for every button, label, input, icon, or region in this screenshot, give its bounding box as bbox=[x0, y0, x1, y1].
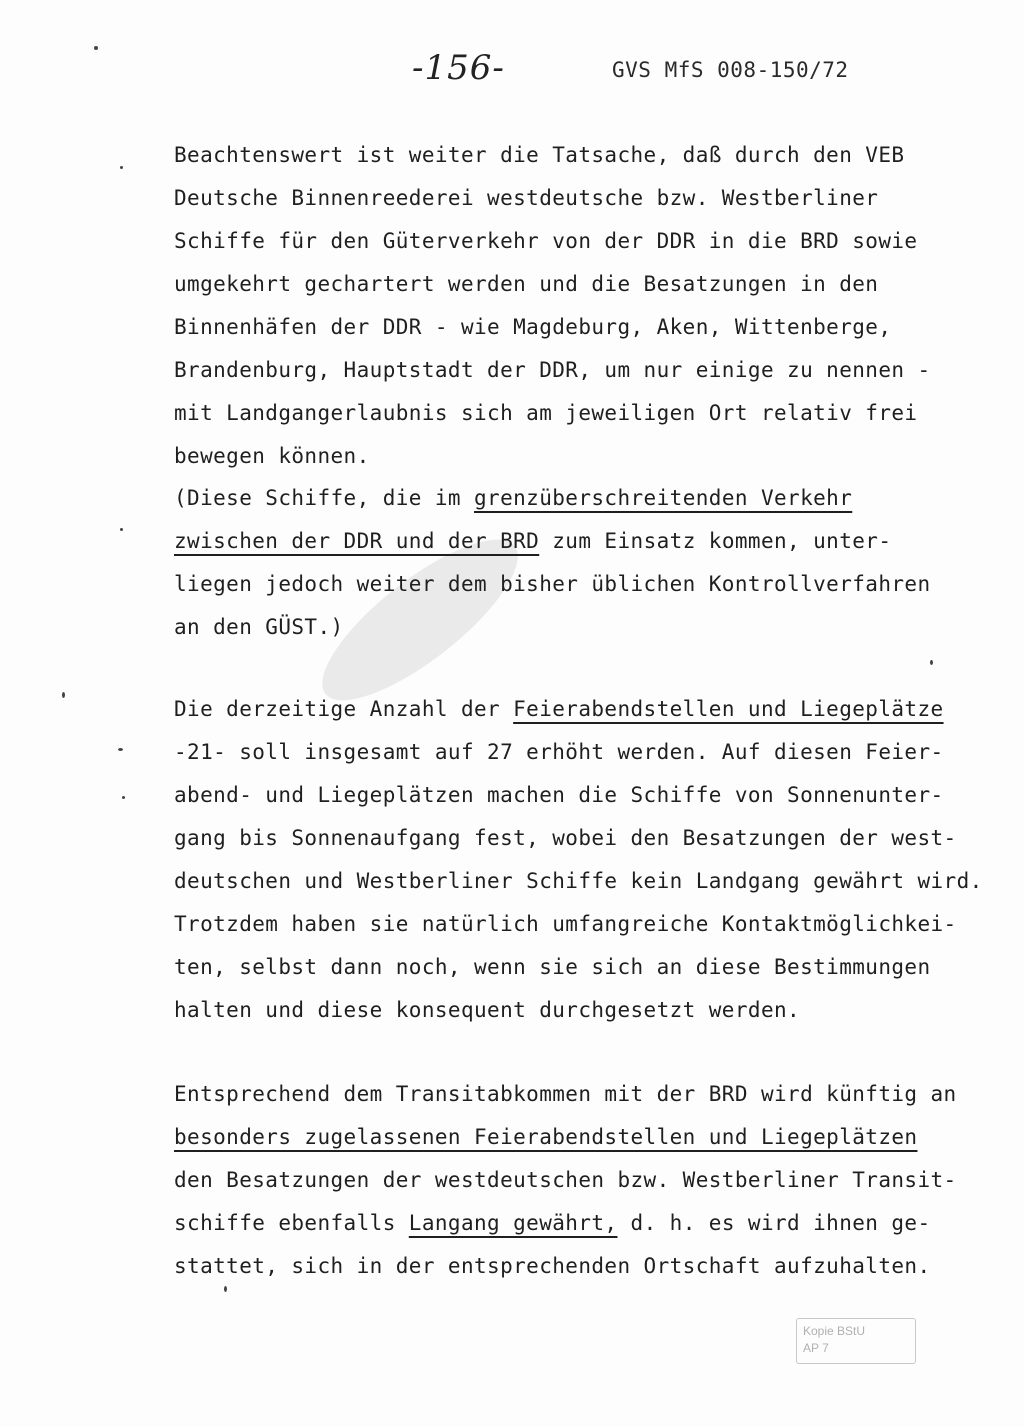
text-line: Binnenhäfen der DDR - wie Magdeburg, Aken, Wittenberge, bbox=[174, 315, 892, 339]
text-line: mit Landgangerlaubnis sich am jeweiligen Ort relativ frei bbox=[174, 401, 918, 425]
page-number: -156- bbox=[412, 48, 505, 88]
underlined-phrase: zwischen der DDR und der BRD bbox=[174, 529, 540, 553]
stamp-line: Kopie BStU bbox=[803, 1324, 866, 1338]
scan-speck bbox=[122, 796, 125, 799]
text-line: stattet, sich in der entsprechenden Ortschaft aufzuhalten. bbox=[174, 1254, 931, 1278]
text-line: umgekehrt gechartert werden und die Besatzungen in den bbox=[174, 272, 879, 296]
paragraph-4 bbox=[174, 1073, 957, 1288]
text-line bbox=[174, 1116, 954, 1159]
paragraph-2 bbox=[174, 477, 954, 649]
underlined-phrase: Feierabendstellen und Liegeplätze bbox=[513, 697, 944, 721]
text-line: bewegen können. bbox=[174, 444, 370, 468]
text-line: -21- soll insgesamt auf 27 erhöht werden. Auf diesen Feier- bbox=[174, 740, 944, 764]
text-line: abend- und Liegeplätzen machen die Schiffe von Sonnenunter- bbox=[174, 783, 944, 807]
text-line: an den GÜST.) bbox=[174, 615, 344, 639]
text-line: ten, selbst dann noch, wenn sie sich an diese Bestimmungen bbox=[174, 955, 931, 979]
scan-speck bbox=[930, 660, 933, 665]
text-line bbox=[174, 520, 954, 563]
text-line: Deutsche Binnenreederei westdeutsche bzw. Westberliner bbox=[174, 186, 879, 210]
text-line: Trotzdem haben sie natürlich umfangreiche Kontaktmöglichkei- bbox=[174, 912, 957, 936]
text-line: Entsprechend dem Transitabkommen mit der BRD wird künftig an bbox=[174, 1082, 957, 1106]
scan-speck bbox=[224, 1286, 227, 1292]
text-segment: (Diese Schiffe, die im bbox=[174, 486, 474, 510]
text-line: gang bis Sonnenaufgang fest, wobei den Besatzungen der west- bbox=[174, 826, 957, 850]
archive-stamp bbox=[796, 1318, 916, 1364]
text-segment: Die derzeitige Anzahl der bbox=[174, 697, 514, 721]
text-line bbox=[174, 477, 954, 520]
scan-speck bbox=[62, 692, 65, 698]
text-line: halten und diese konsequent durchgesetzt werden. bbox=[174, 998, 801, 1022]
text-segment: schiffe ebenfalls bbox=[174, 1211, 409, 1235]
text-segment: d. h. es wird ihnen ge- bbox=[617, 1211, 931, 1235]
stamp-line: AP 7 bbox=[803, 1341, 829, 1355]
text-line: deutschen und Westberliner Schiffe kein Landgang gewährt wird. bbox=[174, 869, 983, 893]
scan-speck bbox=[118, 748, 123, 751]
text-line: liegen jedoch weiter dem bisher üblichen Kontrollverfahren bbox=[174, 572, 931, 596]
text-line: den Besatzungen der westdeutschen bzw. Westberliner Transit- bbox=[174, 1168, 957, 1192]
text-line: Beachtenswert ist weiter die Tatsache, daß durch den VEB bbox=[174, 143, 905, 167]
scan-speck bbox=[120, 166, 123, 169]
text-line: Schiffe für den Güterverkehr von der DDR in die BRD sowie bbox=[174, 229, 918, 253]
text-segment: zum Einsatz kommen, unter- bbox=[539, 529, 892, 553]
scan-speck bbox=[94, 46, 98, 50]
paragraph-1 bbox=[174, 134, 954, 478]
document-reference: GVS MfS 008-150/72 bbox=[612, 58, 849, 82]
scan-speck bbox=[120, 528, 123, 531]
paragraph-3 bbox=[174, 688, 983, 1032]
text-line bbox=[174, 1202, 954, 1245]
underlined-phrase: besonders zugelassenen Feierabendstellen und Liegeplätzen bbox=[174, 1125, 918, 1149]
underlined-phrase: grenzüberschreitenden Verkehr bbox=[474, 486, 853, 510]
text-line bbox=[174, 688, 954, 731]
underlined-phrase: Langang gewährt, bbox=[408, 1211, 618, 1235]
text-line: Brandenburg, Hauptstadt der DDR, um nur einige zu nennen - bbox=[174, 358, 931, 382]
